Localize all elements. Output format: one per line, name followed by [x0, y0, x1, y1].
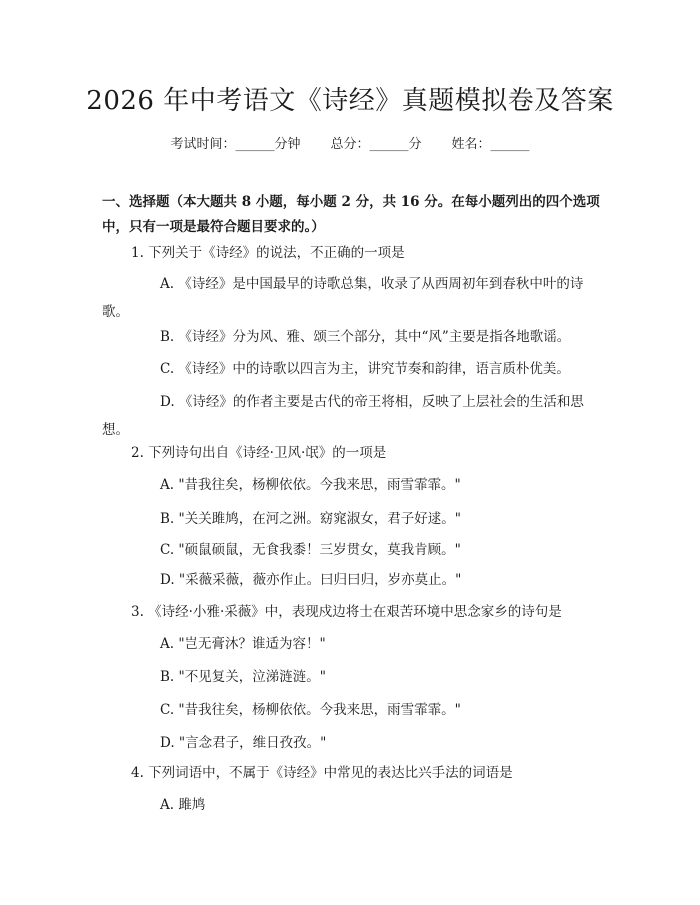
question-1-option-a: A. 《诗经》是中国最早的诗歌总集，收录了从西周初年到春秋中叶的诗歌。 [102, 276, 584, 320]
question-3-option-d: D. "言念君子，维日孜孜。" [160, 735, 327, 751]
question-1-option-c: C. 《诗经》中的诗歌以四言为主，讲究节奏和韵律，语言质朴优美。 [160, 361, 570, 377]
question-4-stem: 4. 下列词语中，不属于《诗经》中常见的表达比兴手法的词语是 [131, 765, 513, 781]
question-3-stem: 3. 《诗经·小雅·采薇》中，表现戍边将士在艰苦环境中思念家乡的诗句是 [131, 604, 562, 620]
exam-time-field: 考试时间：______分钟 [170, 137, 301, 152]
question-1-option-b: B. 《诗经》分为风、雅、颂三个部分，其中“风”主要是指各地歌谣。 [160, 329, 571, 345]
question-3-option-a: A. "岂无膏沐？谁适为容！" [160, 636, 326, 652]
exam-info-line [0, 133, 700, 152]
section-heading: 一、选择题（本大题共 8 小题，每小题 2 分，共 16 分。在每小题列出的四个选项中，只有一项是最符合题目要求的。） [102, 194, 600, 235]
question-2-option-d: D. "采薇采薇，薇亦作止。曰归曰归，岁亦莫止。" [160, 572, 462, 588]
question-2-option-a: A. "昔我往矣，杨柳依依。今我来思，雨雪霏霏。" [160, 477, 461, 493]
question-1-option-d: D. 《诗经》的作者主要是古代的帝王将相，反映了上层社会的生活和思想。 [102, 394, 584, 438]
question-3-option-b: B. "不见复关，泣涕涟涟。" [160, 669, 326, 685]
page-title: 2026 年中考语文《诗经》真题模拟卷及答案 [86, 86, 614, 116]
exam-name-field: 姓名：______ [451, 137, 530, 152]
question-4-option-a: A. 雎鸠 [160, 797, 206, 813]
exam-score-field: 总分：______分 [330, 137, 422, 152]
question-1-stem: 1. 下列关于《诗经》的说法，不正确的一项是 [131, 245, 405, 261]
question-2-option-b: B. "关关雎鸠，在河之洲。窈窕淑女，君子好逑。" [160, 511, 461, 527]
question-2-stem: 2. 下列诗句出自《诗经·卫风·氓》的一项是 [131, 445, 387, 461]
question-3-option-c: C. "昔我往矣，杨柳依依。今我来思，雨雪霏霏。" [160, 702, 461, 718]
question-2-option-c: C. "硕鼠硕鼠，无食我黍！三岁贯女，莫我肯顾。" [160, 542, 461, 558]
